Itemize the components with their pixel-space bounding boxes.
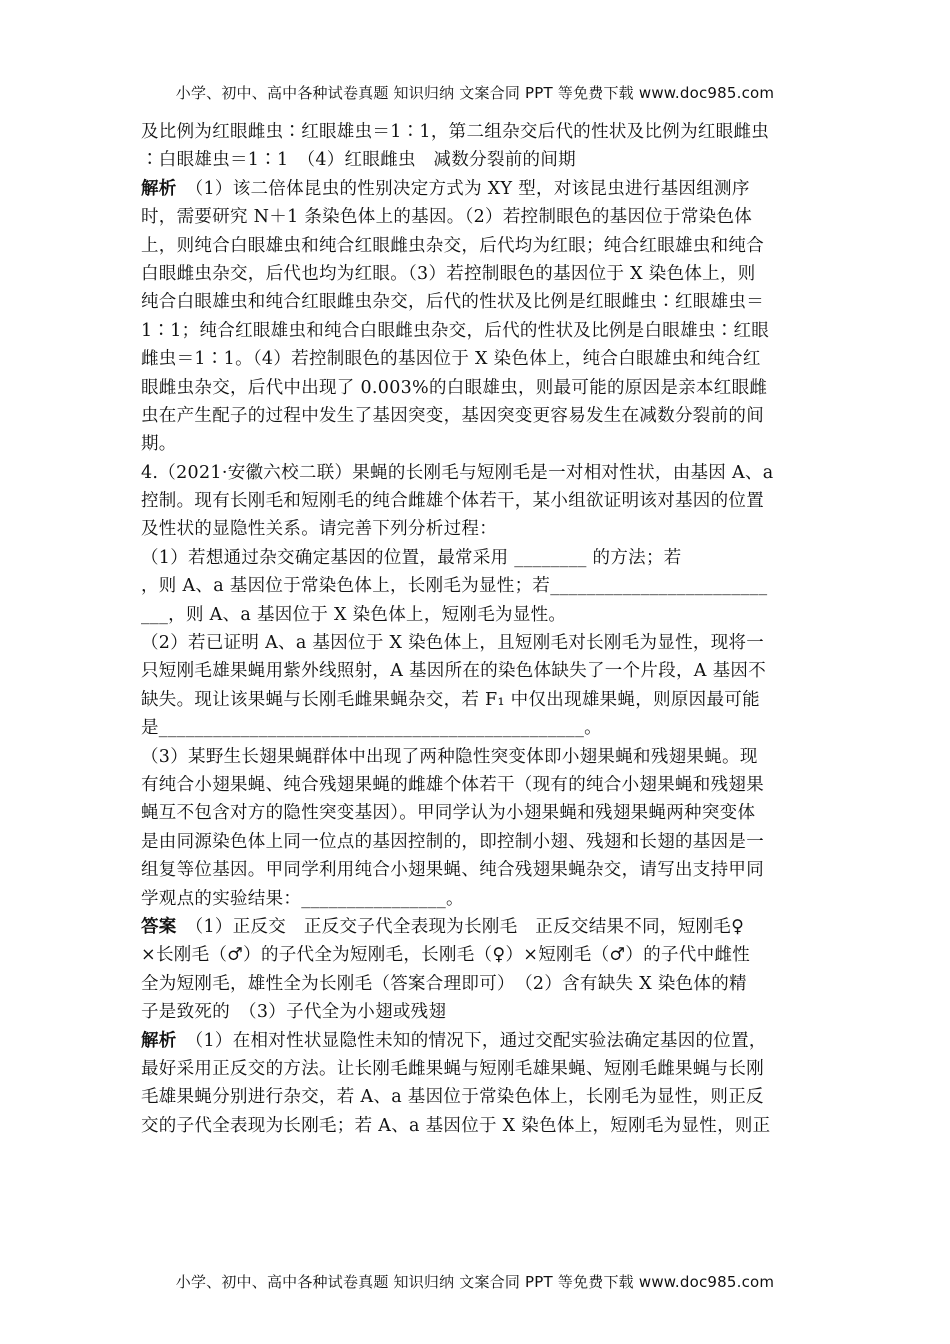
line-text: 有纯合小翅果蝇、纯合残翅果蝇的雌雄个体若干（现有的纯合小翅果蝇和残翅果 (141, 774, 764, 795)
text-line (141, 515, 813, 543)
text-line (141, 430, 813, 458)
text-line (141, 601, 813, 629)
line-text: 期。 (141, 434, 177, 455)
text-line (141, 544, 813, 572)
text-line (141, 998, 813, 1026)
line-text: ∶白眼雄虫＝1∶1 （4）红眼雌虫 减数分裂前的间期 (141, 150, 576, 171)
line-text: （1）该二倍体昆虫的性别决定方式为 XY 型，对该昆虫进行基因组测序 (176, 178, 750, 199)
text-line (141, 260, 813, 288)
text-line (141, 146, 813, 174)
section-label: 解析 (141, 1030, 177, 1051)
line-text: 及比例为红眼雌虫∶红眼雄虫＝1∶1，第二组杂交后代的性状及比例为红眼雌虫 (141, 122, 770, 142)
line-text: （1）正反交 正反交子代全表现为长刚毛 正反交结果不同，短刚毛♀ (176, 916, 745, 937)
text-line (141, 828, 813, 856)
text-line (141, 743, 813, 771)
text-line (141, 374, 813, 402)
line-text: 只短刚毛雄果蝇用紫外线照射，A 基因所在的染色体缺失了一个片段，A 基因不 (141, 661, 766, 682)
line-text: （2）若已证明 A、a 基因位于 X 染色体上，且短刚毛对长刚毛为显性，现将一 (141, 633, 765, 654)
line-text: 是由同源染色体上同一位点的基因控制的，即控制小翅、残翅和长翅的基因是一 (141, 831, 764, 852)
line-text: 眼雌虫杂交，后代中出现了 0.003%的白眼雄虫，则最可能的原因是亲本红眼雌 (141, 377, 768, 398)
line-text: ___，则 A、a 基因位于 X 染色体上，短刚毛为显性。 (141, 604, 567, 625)
text-line (141, 970, 813, 998)
line-text: 组复等位基因。甲同学利用纯合小翅果蝇、纯合残翅果蝇杂交，请写出支持甲同 (141, 860, 764, 881)
line-text: 缺失。现让该果蝇与长刚毛雌果蝇杂交，若 F₁ 中仅出现雄果蝇，则原因最可能 (141, 689, 760, 710)
line-text: 及性状的显隐性关系。请完善下列分析过程： (141, 519, 497, 540)
text-line (141, 885, 813, 913)
text-line (141, 1083, 813, 1111)
line-text: 控制。现有长刚毛和短刚毛的纯合雌雄个体若干，某小组欲证明该对基因的位置 (141, 491, 764, 512)
line-text: 雌虫＝1∶1。（4）若控制眼色的基因位于 X 染色体上，纯合白眼雄虫和纯合红 (141, 349, 761, 370)
text-line (141, 629, 813, 657)
line-text: 全为短刚毛，雄性全为长刚毛（答案合理即可） （2）含有缺失 X 染色体的精 (141, 973, 747, 994)
text-line (141, 345, 813, 373)
text-line (141, 288, 813, 316)
section-label: 解析 (141, 178, 177, 199)
line-text: 学观点的实验结果：________________。 (141, 888, 464, 909)
section-label: 答案 (141, 916, 177, 937)
text-line (141, 657, 813, 685)
line-text: （1）若想通过杂交确定基因的位置，最常采用 ________ 的方法；若 (141, 547, 682, 568)
text-line (141, 799, 813, 827)
text-line (141, 203, 813, 231)
text-line (141, 913, 813, 941)
text-line (141, 459, 813, 487)
page-footer: 小学、初中、高中各种试卷真题 知识归纳 文案合同 PPT 等免费下载 www.doc985.com (175, 1273, 775, 1291)
line-text: 纯合白眼雄虫和纯合红眼雌虫杂交，后代的性状及比例是红眼雌虫∶红眼雄虫＝ (141, 292, 764, 313)
line-text: 时，需要研究 N＋1 条染色体上的基因。（2）若控制眼色的基因位于常染色体 (141, 207, 753, 228)
line-text: ，则 A、a 基因位于常染色体上，长刚毛为显性；若________________________ (141, 576, 768, 597)
line-text: 交的子代全表现为长刚毛；若 A、a 基因位于 X 染色体上，短刚毛为显性，则正 (141, 1115, 771, 1136)
line-text: （3）某野生长翅果蝇群体中出现了两种隐性突变体即小翅果蝇和残翅果蝇。现 (141, 746, 758, 767)
text-line (141, 686, 813, 714)
text-line (141, 1112, 813, 1140)
text-line (141, 175, 813, 203)
line-text: 白眼雌虫杂交，后代也均为红眼。（3）若控制眼色的基因位于 X 染色体上，则 (141, 263, 756, 284)
line-text: （1）在相对性状显隐性未知的情况下，通过交配实验法确定基因的位置， (176, 1030, 767, 1051)
line-text: 蝇互不包含对方的隐性突变基因）。甲同学认为小翅果蝇和残翅果蝇两种突变体 (141, 803, 756, 824)
text-line (141, 402, 813, 430)
document-body (141, 118, 813, 1140)
text-line (141, 1055, 813, 1083)
line-text: 上，则纯合白眼雄虫和纯合红眼雌虫杂交，后代均为红眼；纯合红眼雄虫和纯合 (141, 235, 764, 256)
line-text: 子是致死的 （3）子代全为小翅或残翅 (141, 1002, 447, 1023)
line-text: 毛雄果蝇分别进行杂交，若 A、a 基因位于常染色体上，长刚毛为显性，则正反 (141, 1087, 764, 1108)
text-line (141, 714, 813, 742)
text-line (141, 487, 813, 515)
text-line (141, 118, 813, 146)
page-header: 小学、初中、高中各种试卷真题 知识归纳 文案合同 PPT 等免费下载 www.doc985.com (175, 84, 775, 102)
text-line (141, 232, 813, 260)
text-line (141, 572, 813, 600)
line-text: 最好采用正反交的方法。让长刚毛雌果蝇与短刚毛雄果蝇、短刚毛雌果蝇与长刚 (141, 1058, 764, 1079)
line-text: 是_______________________________________________。 (141, 718, 602, 739)
text-line (141, 771, 813, 799)
line-text: 虫在产生配子的过程中发生了基因突变，基因突变更容易发生在减数分裂前的间 (141, 405, 764, 426)
text-line (141, 1027, 813, 1055)
line-text: 1∶1；纯合红眼雄虫和纯合白眼雌虫杂交，后代的性状及比例是白眼雄虫∶红眼 (141, 320, 770, 341)
text-line (141, 856, 813, 884)
line-text: 4.（2021·安徽六校二联）果蝇的长刚毛与短刚毛是一对相对性状，由基因 A、a (141, 462, 774, 483)
line-text: ×长刚毛（♂）的子代全为短刚毛，长刚毛（♀）×短刚毛（♂）的子代中雌性 (141, 945, 750, 966)
text-line (141, 317, 813, 345)
text-line (141, 941, 813, 969)
